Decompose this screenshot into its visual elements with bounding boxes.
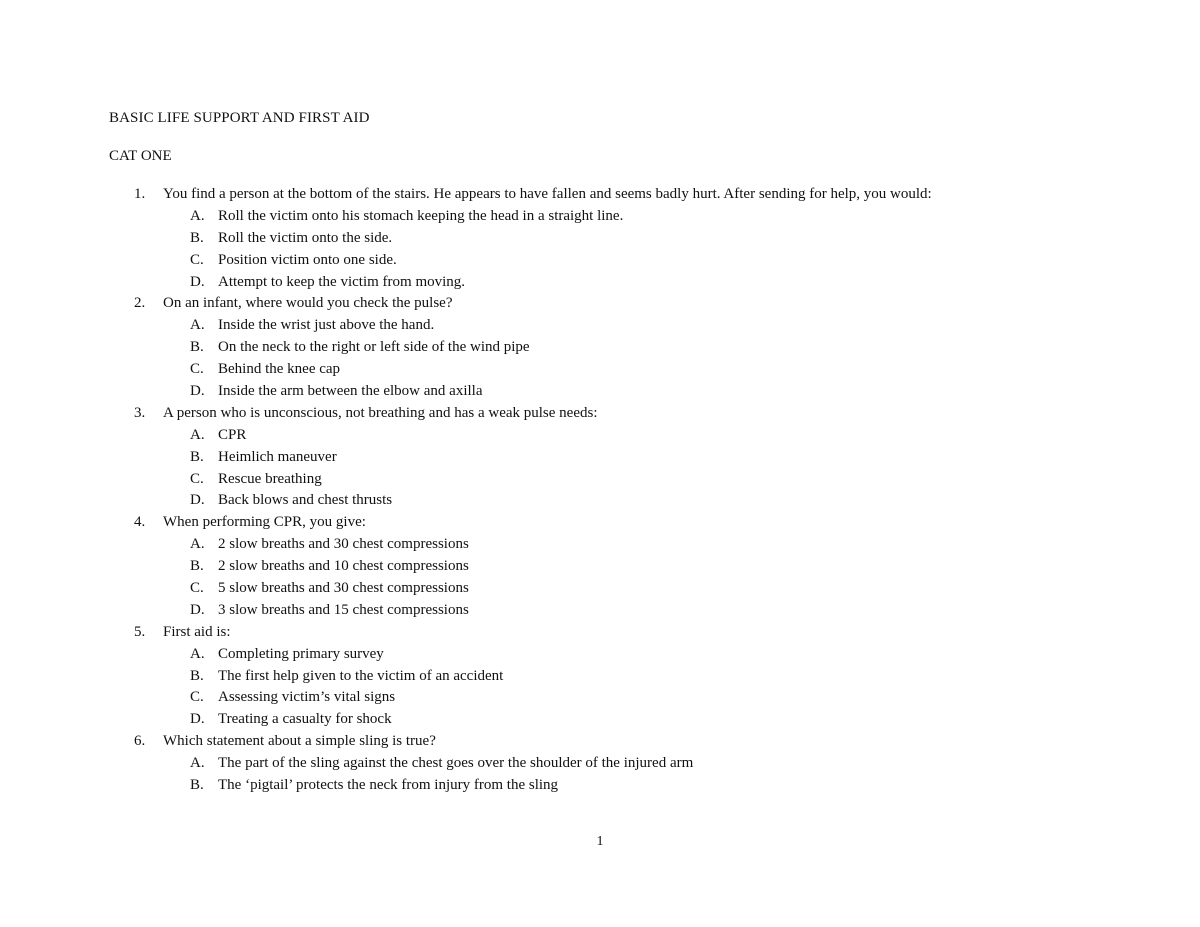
option-letter: C. — [190, 361, 204, 378]
option-text: 2 slow breaths and 10 chest compressions — [218, 558, 469, 575]
question-number: 2. — [134, 295, 146, 312]
option-letter: C. — [190, 689, 204, 706]
question-text: On an infant, where would you check the pulse? — [163, 295, 453, 312]
question-text: When performing CPR, you give: — [163, 514, 366, 531]
question-number: 4. — [134, 514, 146, 531]
option-text: Heimlich maneuver — [218, 448, 337, 465]
option-text: Inside the arm between the elbow and axilla — [218, 383, 483, 400]
option-letter: A. — [190, 536, 205, 553]
option-letter: A. — [190, 426, 205, 443]
option-letter: B. — [190, 339, 204, 356]
option-letter: A. — [190, 755, 205, 772]
option-text: Back blows and chest thrusts — [218, 492, 393, 509]
option-text: Position victim onto one side. — [218, 251, 397, 268]
option-letter: D. — [190, 601, 205, 618]
option-letter: D. — [190, 273, 205, 290]
option-text: Attempt to keep the victim from moving. — [218, 273, 466, 290]
option-letter: D. — [190, 383, 205, 400]
option-letter: A. — [190, 207, 205, 224]
option-text: Assessing victim’s vital signs — [218, 689, 396, 706]
option-text: 2 slow breaths and 30 chest compressions — [218, 536, 469, 553]
option-letter: A. — [190, 645, 205, 662]
option-text: On the neck to the right or left side of the wind pipe — [218, 339, 530, 356]
option-letter: D. — [190, 711, 205, 728]
option-text: The part of the sling against the chest goes over the shoulder of the injured arm — [218, 755, 694, 772]
option-text: Treating a casualty for shock — [218, 711, 392, 728]
option-letter: B. — [190, 777, 204, 794]
question-text: A person who is unconscious, not breathing and has a weak pulse needs: — [163, 404, 598, 421]
option-letter: C. — [190, 580, 204, 597]
option-text: The ‘pigtail’ protects the neck from injury from the sling — [218, 777, 559, 794]
option-text: The first help given to the victim of an accident — [218, 667, 504, 684]
option-letter: B. — [190, 448, 204, 465]
option-letter: A. — [190, 317, 205, 334]
option-letter: B. — [190, 229, 204, 246]
question-number: 1. — [134, 186, 146, 202]
question-text: Which statement about a simple sling is true? — [163, 733, 436, 750]
question-number: 6. — [134, 733, 146, 750]
option-text: Roll the victim onto the side. — [218, 229, 393, 246]
option-letter: C. — [190, 251, 204, 268]
question-text: First aid is: — [163, 623, 231, 640]
question-text: You find a person at the bottom of the stairs. He appears to have fallen and seems badly hurt. After sending for help, you would: — [163, 186, 932, 202]
document-title: BASIC LIFE SUPPORT AND FIRST AID — [109, 110, 370, 126]
page-number: 1 — [596, 834, 604, 849]
question-number: 5. — [134, 623, 146, 640]
option-letter: D. — [190, 492, 205, 509]
option-text: 3 slow breaths and 15 chest compressions — [218, 601, 469, 618]
option-text: Roll the victim onto his stomach keeping the head in a straight line. — [218, 207, 624, 224]
option-text: CPR — [218, 426, 247, 443]
option-text: Completing primary survey — [218, 645, 384, 662]
option-letter: B. — [190, 558, 204, 575]
option-text: Rescue breathing — [218, 470, 322, 487]
option-letter: B. — [190, 667, 204, 684]
option-text: Behind the knee cap — [218, 361, 341, 378]
document-subtitle: CAT ONE — [109, 148, 172, 164]
option-text: 5 slow breaths and 30 chest compressions — [218, 580, 469, 597]
option-text: Inside the wrist just above the hand. — [218, 317, 435, 334]
question-number: 3. — [134, 404, 146, 421]
option-letter: C. — [190, 470, 204, 487]
